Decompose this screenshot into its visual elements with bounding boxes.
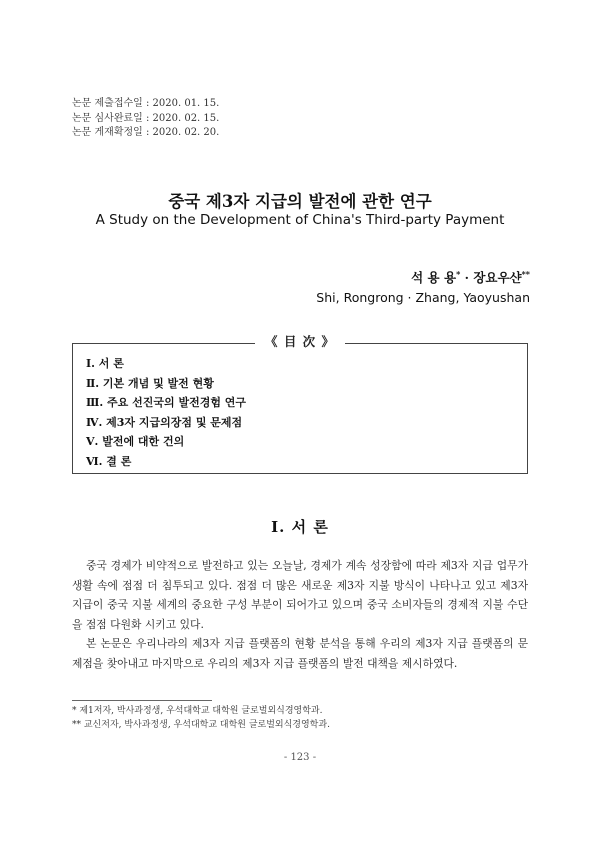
footnote-corresponding-author: ** 교신저자, 박사과정생, 우석대학교 대학원 글로벌외식경영학과. [72,719,330,730]
authors-english: Shi, Rongrong · Zhang, Yaoyushan [316,290,530,305]
footnotes [72,705,330,732]
author-second: 장요우샨 [473,270,522,285]
toc-item: Ⅳ. 제3자 지급의장점 및 문제점 [86,415,243,429]
date-accepted: 논문 게재확정일 : 2020. 02. 20. [72,127,220,138]
page-number: - 123 - [283,752,317,763]
section-heading: Ⅰ. 서 론 [271,518,329,536]
author-first-mark: * [456,268,461,279]
date-reviewed: 논문 심사완료일 : 2020. 02. 15. [72,112,220,124]
toc-item: Ⅱ. 기본 개념 및 발전 현황 [86,376,214,390]
author-second-mark: ** [521,268,530,279]
paper-title-english: A Study on the Development of China's Third-party Payment [95,212,505,228]
paragraph: 중국 경제가 비약적으로 발전하고 있는 오늘날, 경제가 계속 성장함에 따라 제3자 지급 업무가 생활 속에 점점 더 침투되고 있다. 점점 더 많은 새로운 제3자 지불 방식이 나타나고 있고 제3자 지급이 중국 지불 세계의 중요한 구성 부분이 되어가고 있으며 중국 소비자들의 경제적 지불 수단을 점점 다원화 시키고 있다. [72,559,528,631]
toc-item: Ⅲ. 주요 선진국의 발전경험 연구 [86,396,247,409]
footnote-first-author: * 제1저자, 박사과정생, 우석대학교 대학원 글로벌외식경영학과. [72,706,323,716]
toc-item: Ⅰ. 서 론 [86,357,124,370]
toc-item: Ⅴ. 발전에 대한 건의 [86,435,185,448]
body-text [72,556,528,673]
toc-title [0,331,600,350]
toc-list [86,354,246,471]
author-separator: · [460,270,474,285]
toc-item: Ⅵ. 결 론 [86,454,132,468]
author-first: 석 용 용 [411,270,457,285]
date-received: 논문 제출접수일 : 2020. 01. 15. [72,98,220,109]
paragraph: 본 논문은 우리나라의 제3자 지급 플랫폼의 현황 분석을 통해 우리의 제3자 지급 플랫폼의 문제점을 찾아내고 마지막으로 우리의 제3자 지급 플랫폼의 발전 대책을 제시하였다. [72,637,528,670]
submission-dates [72,97,219,141]
footnote-divider [72,700,212,701]
paper-title-korean: 중국 제3자 지급의 발전에 관한 연구 [168,192,432,211]
authors-korean [411,268,530,286]
toc-title-text: 《 目 次 》 [255,334,345,349]
